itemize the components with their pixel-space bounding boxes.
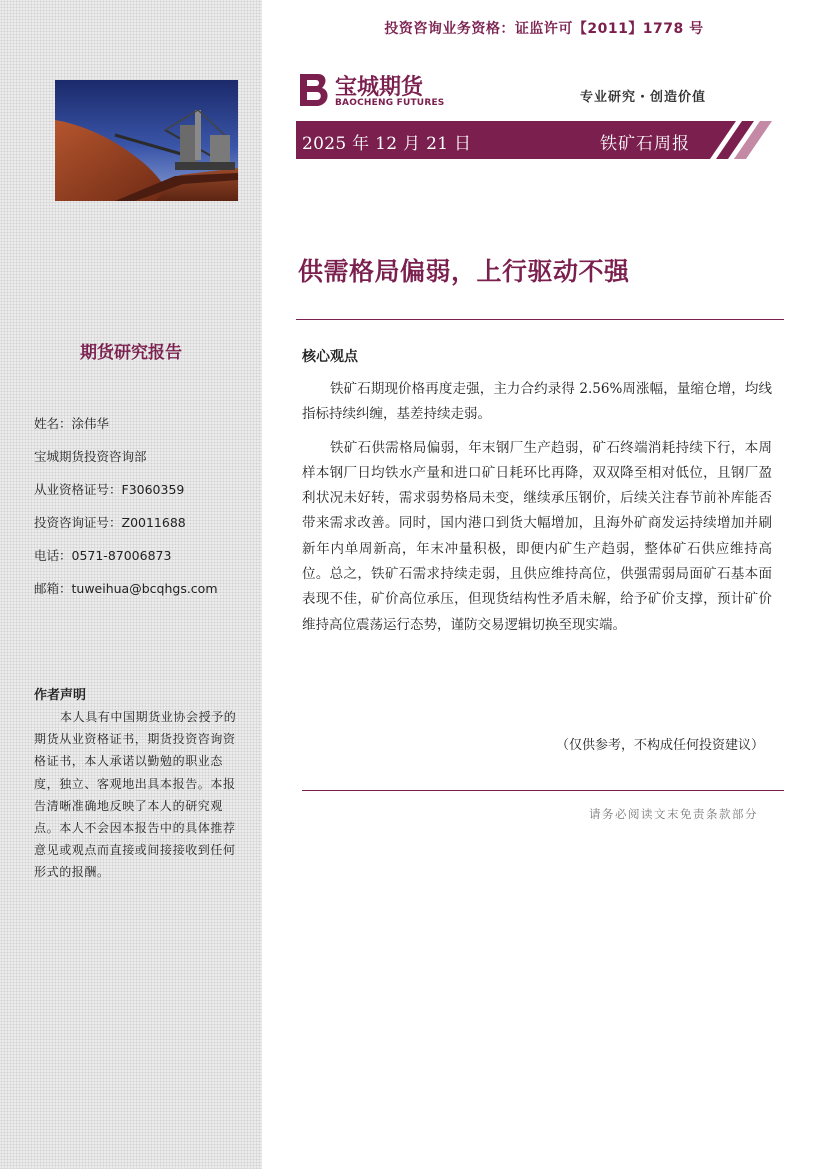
slogan: 专业研究・创造价值 (580, 90, 707, 105)
consulting-license: 投资咨询证号：Z0011688 (34, 515, 186, 530)
paragraph: 铁矿石期现价格再度走强，主力合约录得 2.56%周涨幅，量缩仓增，均线指标持续纠缠，基差持续走弱。 (302, 381, 772, 423)
report-name: 铁矿石周报 (600, 134, 690, 154)
report-type-label: 期货研究报告 (80, 343, 182, 363)
analyst-name: 姓名：涂伟华 (34, 416, 110, 431)
analyst-info (34, 416, 218, 614)
license-line: 投资咨询业务资格：证监许可【2011】1778 号 (384, 21, 704, 37)
investment-disclaimer-note: （仅供参考，不构成任何投资建议） (555, 738, 764, 753)
report-date: 2025 年 12 月 21 日 (302, 134, 472, 154)
practice-license: 从业资格证号：F3060359 (34, 482, 185, 497)
paragraph: 铁矿石供需格局偏弱，年末钢厂生产趋弱，矿石终端消耗持续下行，本周样本钢厂日均铁水产量和进口矿日耗环比再降，双双降至相对低位，且钢厂盈利状况未好转，需求弱势格局未变，继续承压钢价，后续关注春节前补库能否带来需求改善。同时，国内港口到货大幅增加，且海外矿商发运持续增加并刷新年内单周新高，年末冲量积极，即便内矿生产趋弱，整体矿石供应维持高位。总之，铁矿石需求持续走弱，且供应维持高位，供强需弱局面矿石基本面表现不佳，矿价高位承压，但现货结构性矛盾未解，给予矿价支撑，预计矿价维持高位震荡运行态势，谨防交易逻辑切换至现实端。 (302, 439, 772, 633)
cover-photo-iron-ore-stacker (55, 80, 238, 201)
email: 邮箱：tuweihua@bcqhgs.com (34, 581, 218, 596)
title-divider (296, 319, 784, 320)
core-view-heading: 核心观点 (302, 349, 358, 365)
footer-divider (302, 790, 784, 791)
logo-cn-text: 宝城期货 (335, 74, 424, 100)
footer-disclaimer: 请务必阅读文末免责条款部分 (589, 807, 758, 821)
declaration-text: 本人具有中国期货业协会授予的期货从业资格证书，期货投资咨询资格证书，本人承诺以勤勉的职业态度，独立、客观地出具本报告。本报告清晰准确地反映了本人的研究观点。本人不会因本报告中的具体推荐意见或观点而直接或间接接收到任何形式的报酬。 (34, 710, 237, 880)
main-title: 供需格局偏弱，上行驱动不强 (298, 257, 630, 286)
declaration-title: 作者声明 (34, 688, 87, 703)
department: 宝城期货投资咨询部 (34, 449, 147, 464)
phone: 电话：0571-87006873 (34, 548, 172, 563)
core-view-body (302, 377, 772, 646)
logo-en-text: BAOCHENG FUTURES (335, 98, 445, 108)
